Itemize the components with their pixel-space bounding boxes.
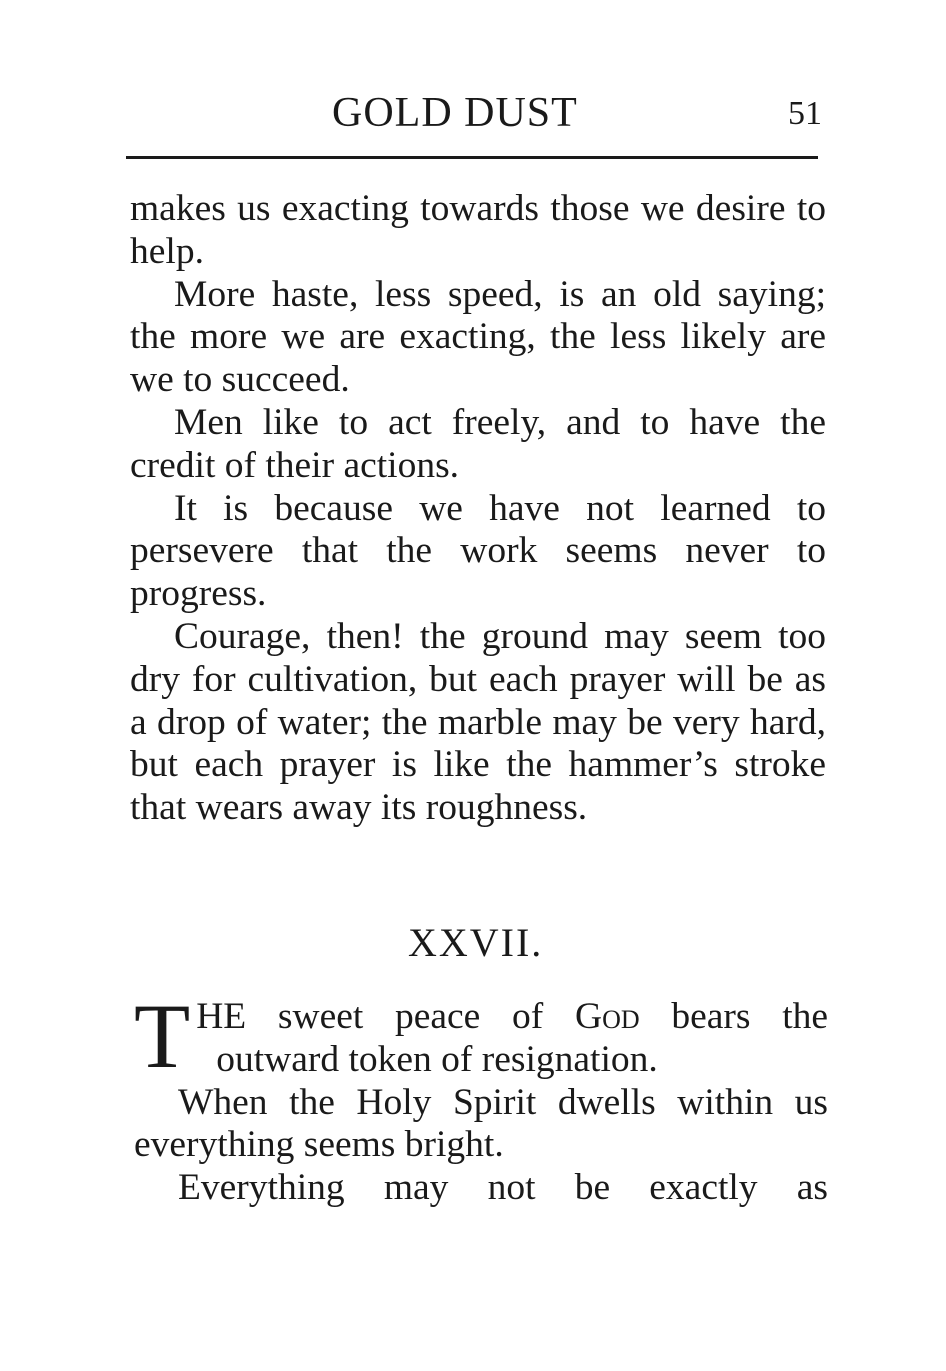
opening-text-b: bears the: [639, 996, 828, 1037]
page-number: 51: [788, 95, 822, 132]
paragraph: It is because we have not learned to persevere that the work seems never to progress.: [130, 487, 826, 615]
drop-cap: T: [134, 985, 191, 1087]
lower-text-block: [134, 985, 828, 1210]
opening-text-a: HE sweet peace of: [196, 996, 575, 1037]
section-heading: XXVII.: [408, 920, 544, 965]
opening-lines: [196, 996, 828, 1082]
running-title: GOLD DUST: [332, 90, 578, 136]
paragraph-continuation: makes us exacting towards those we desire to help.: [130, 188, 826, 272]
opening-line-1: [196, 996, 828, 1039]
paragraph: Men like to act freely, and to have the credit of their actions.: [130, 401, 826, 486]
opening-paragraph: [134, 985, 828, 1087]
upper-text-block: [130, 188, 826, 830]
paragraph: More haste, less speed, is an old saying; the more we are exacting, the less likely are we to succeed.: [130, 273, 826, 401]
paragraph-continues: Everything may not be exactly as: [178, 1167, 828, 1209]
god-small-caps: God: [575, 996, 640, 1037]
opening-line-2: outward token of resignation.: [216, 1038, 658, 1080]
header-rule: [126, 156, 818, 159]
paragraph: Courage, then! the ground may seem too dry for cultivation, but each prayer will be as a drop of water; the marble may be very hard, but each prayer is like the hammer’s stroke that wears away its roughness.: [130, 615, 826, 829]
paragraph: When the Holy Spirit dwells within us everything seems bright.: [134, 1081, 828, 1166]
